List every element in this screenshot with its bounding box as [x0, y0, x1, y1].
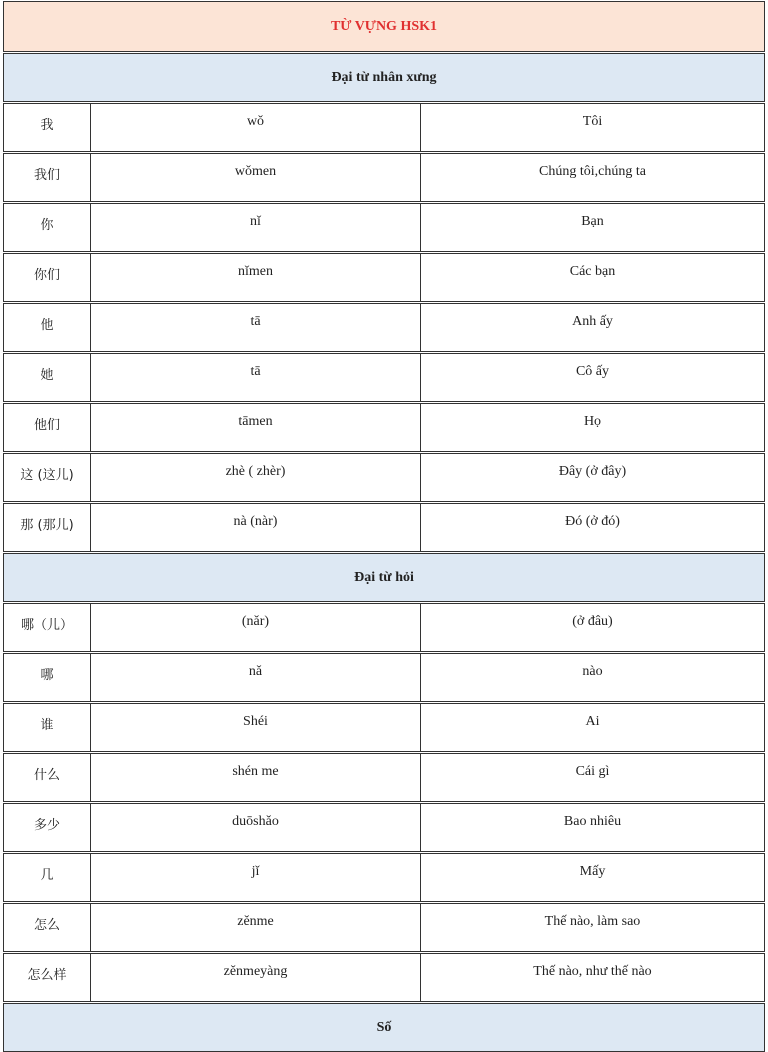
pinyin-cell: duōshǎo — [91, 804, 421, 851]
vocab-row — [3, 653, 765, 702]
page-title: TỪ VỰNG HSK1 — [3, 1, 765, 52]
meaning-cell: Anh ấy — [572, 314, 613, 329]
meaning-cell: Mấy — [579, 864, 606, 879]
meaning-cell: Chúng tôi,chúng ta — [539, 164, 646, 179]
meaning-cell: Thế nào, làm sao — [544, 914, 641, 929]
meaning-cell: Đó (ở đó) — [565, 514, 620, 529]
pinyin-cell: jǐ — [91, 854, 421, 901]
hanzi-cell: 她 — [4, 354, 91, 401]
meaning-cell: (ở đâu) — [572, 614, 613, 629]
hanzi-cell: 什么 — [4, 754, 91, 801]
pinyin-cell: zěnme — [91, 904, 421, 951]
vocab-row — [3, 953, 765, 1002]
hanzi-cell: 哪（儿） — [4, 604, 91, 651]
meaning-cell: Ai — [585, 714, 600, 729]
vocab-row — [3, 153, 765, 202]
meaning-cell: Thế nào, như thế nào — [533, 964, 652, 979]
meaning-cell: Bao nhiêu — [563, 814, 622, 829]
hanzi-cell: 你 — [4, 204, 91, 251]
meaning-cell: Các bạn — [569, 264, 616, 279]
vocab-row — [3, 603, 765, 652]
pinyin-cell: tā — [91, 354, 421, 401]
vocab-row — [3, 503, 765, 552]
vocab-row — [3, 103, 765, 152]
vocab-row — [3, 753, 765, 802]
meaning-cell: Bạn — [581, 214, 604, 229]
pinyin-cell: nǐmen — [91, 254, 421, 301]
meaning-cell: Cô ấy — [575, 364, 610, 379]
pinyin-cell: shén me — [91, 754, 421, 801]
meaning-cell: Cái gì — [575, 764, 610, 779]
meaning-cell: Họ — [583, 414, 602, 429]
pinyin-cell: nǎ — [91, 654, 421, 701]
section-heading: Đại từ hỏi — [3, 553, 765, 602]
hanzi-cell: 怎么 — [4, 904, 91, 951]
hanzi-cell: 怎么样 — [4, 954, 91, 1001]
vocab-row — [3, 353, 765, 402]
sections-container — [3, 53, 765, 1052]
hanzi-cell: 几 — [4, 854, 91, 901]
meaning-cell: nào — [582, 664, 603, 679]
pinyin-cell: zhè ( zhèr) — [91, 454, 421, 501]
meaning-cell: Tôi — [582, 114, 603, 129]
pinyin-cell: Shéi — [91, 704, 421, 751]
vocab-row — [3, 853, 765, 902]
vocab-row — [3, 453, 765, 502]
hanzi-cell: 多少 — [4, 804, 91, 851]
hanzi-cell: 那 (那儿) — [4, 504, 91, 551]
hanzi-cell: 他们 — [4, 404, 91, 451]
section-heading: Đại từ nhân xưng — [3, 53, 765, 102]
vocab-row — [3, 203, 765, 252]
hanzi-cell: 哪 — [4, 654, 91, 701]
hanzi-cell: 这 (这儿) — [4, 454, 91, 501]
section-heading: Số — [3, 1003, 765, 1052]
pinyin-cell: wǒ — [91, 104, 421, 151]
pinyin-cell: tā — [91, 304, 421, 351]
hanzi-cell: 你们 — [4, 254, 91, 301]
pinyin-cell: zěnmeyàng — [91, 954, 421, 1001]
pinyin-cell: (nǎr) — [91, 604, 421, 651]
meaning-cell: Đây (ở đây) — [558, 464, 627, 479]
vocab-row — [3, 403, 765, 452]
hanzi-cell: 我们 — [4, 154, 91, 201]
pinyin-cell: wǒmen — [91, 154, 421, 201]
vocab-row — [3, 253, 765, 302]
hanzi-cell: 我 — [4, 104, 91, 151]
vocab-table — [3, 0, 765, 1052]
vocab-row — [3, 303, 765, 352]
vocab-row — [3, 803, 765, 852]
hanzi-cell: 他 — [4, 304, 91, 351]
hanzi-cell: 谁 — [4, 704, 91, 751]
vocab-row — [3, 703, 765, 752]
vocab-row — [3, 903, 765, 952]
pinyin-cell: nà (nàr) — [91, 504, 421, 551]
pinyin-cell: tāmen — [91, 404, 421, 451]
pinyin-cell: nǐ — [91, 204, 421, 251]
